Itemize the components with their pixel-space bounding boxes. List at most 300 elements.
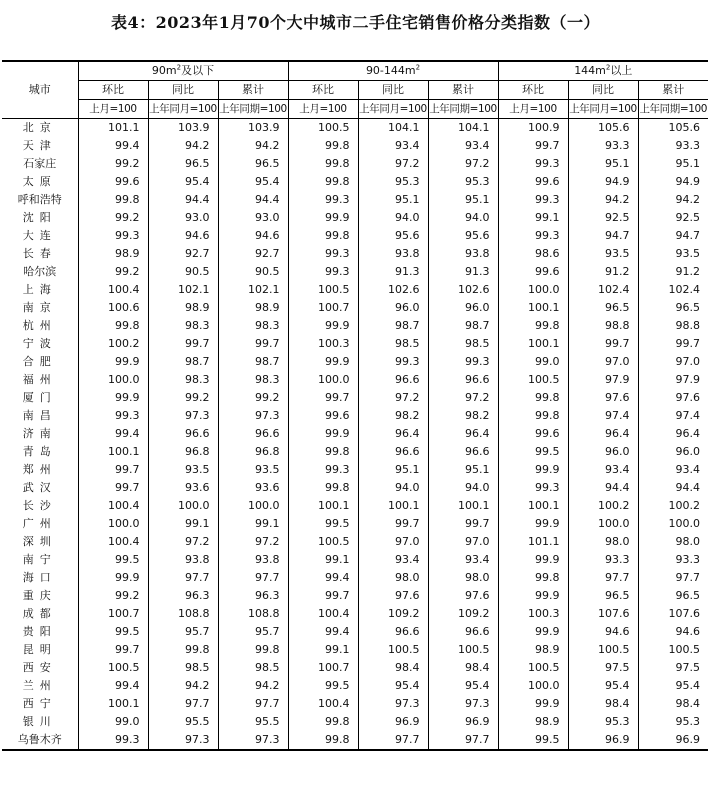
index-value: 100.5 — [288, 533, 358, 551]
index-value: 97.7 — [358, 731, 428, 750]
city-name: 呼和浩特 — [2, 191, 78, 209]
index-value: 96.0 — [428, 299, 498, 317]
index-value: 99.6 — [498, 263, 568, 281]
index-value: 98.0 — [675, 535, 701, 548]
index-value: 94.2 — [148, 137, 218, 155]
index-value: 92.7 — [218, 245, 288, 263]
index-value: 97.3 — [428, 695, 498, 713]
index-value: 99.7 — [428, 515, 498, 533]
table-row — [2, 281, 708, 299]
index-value: 99.9 — [78, 353, 148, 371]
city-name: 长春 — [2, 245, 78, 263]
index-value: 99.9 — [288, 317, 358, 335]
city-name: 天津 — [2, 137, 78, 155]
index-value: 90.5 — [218, 263, 288, 281]
index-value: 95.3 — [568, 713, 638, 731]
index-value: 97.7 — [148, 695, 218, 713]
index-value: 99.2 — [78, 263, 148, 281]
index-value: 102.1 — [218, 281, 288, 299]
index-value: 93.5 — [568, 245, 638, 263]
index-value: 96.4 — [428, 425, 498, 443]
index-value: 96.6 — [428, 443, 498, 461]
city-column-header — [2, 61, 78, 119]
index-value: 95.1 — [358, 191, 428, 209]
index-value: 95.4 — [358, 677, 428, 695]
index-value: 94.0 — [428, 479, 498, 497]
index-value: 98.4 — [675, 697, 701, 710]
index-value: 96.5 — [568, 587, 638, 605]
index-value: 97.3 — [218, 407, 288, 425]
city-name: 南昌 — [2, 407, 78, 425]
index-value: 99.9 — [288, 353, 358, 371]
index-value: 96.4 — [675, 427, 701, 440]
table-row — [2, 659, 708, 677]
index-value: 97.6 — [358, 587, 428, 605]
index-value: 97.0 — [358, 533, 428, 551]
index-value: 99.7 — [288, 389, 358, 407]
index-value: 100.3 — [288, 335, 358, 353]
index-value: 93.4 — [675, 463, 701, 476]
index-value: 102.4 — [668, 283, 701, 296]
index-value: 92.5 — [675, 211, 701, 224]
index-value: 96.5 — [675, 301, 701, 314]
index-value: 99.1 — [218, 515, 288, 533]
index-value: 99.8 — [288, 137, 358, 155]
index-value: 96.5 — [218, 155, 288, 173]
index-value: 99.8 — [288, 227, 358, 245]
index-value: 99.9 — [498, 515, 568, 533]
index-value: 97.5 — [568, 659, 638, 677]
index-value: 100.5 — [668, 643, 701, 656]
index-value: 99.8 — [498, 389, 568, 407]
index-value: 99.8 — [288, 173, 358, 191]
index-value: 96.6 — [148, 425, 218, 443]
table-row — [2, 317, 708, 335]
index-value: 98.3 — [218, 371, 288, 389]
index-value: 100.5 — [358, 641, 428, 659]
index-value: 105.6 — [568, 119, 638, 138]
table-row — [2, 407, 708, 425]
index-value: 99.1 — [148, 515, 218, 533]
index-value: 100.2 — [78, 335, 148, 353]
table-row — [2, 155, 708, 173]
index-value: 103.9 — [148, 119, 218, 138]
table-row — [2, 137, 708, 155]
index-value: 99.9 — [78, 389, 148, 407]
index-value: 99.7 — [675, 337, 701, 350]
index-value: 99.2 — [78, 587, 148, 605]
index-value: 99.3 — [498, 155, 568, 173]
index-value: 101.1 — [498, 533, 568, 551]
index-value: 96.9 — [568, 731, 638, 750]
index-value: 93.0 — [218, 209, 288, 227]
city-name: 深圳 — [2, 533, 78, 551]
index-value: 95.4 — [675, 679, 701, 692]
index-value: 98.4 — [428, 659, 498, 677]
index-value: 97.3 — [218, 731, 288, 750]
index-value: 91.2 — [675, 265, 701, 278]
index-value: 94.2 — [568, 191, 638, 209]
index-value: 96.6 — [428, 371, 498, 389]
index-value: 91.2 — [568, 263, 638, 281]
index-value: 93.8 — [148, 551, 218, 569]
index-value: 94.9 — [568, 173, 638, 191]
table-row — [2, 677, 708, 695]
index-value: 99.8 — [498, 317, 568, 335]
index-value: 99.8 — [498, 407, 568, 425]
index-value: 97.7 — [218, 695, 288, 713]
header-row-groups — [2, 61, 708, 81]
index-value: 98.9 — [78, 245, 148, 263]
index-value: 93.3 — [568, 551, 638, 569]
index-value: 100.1 — [498, 299, 568, 317]
index-value: 99.5 — [78, 551, 148, 569]
header-row-subs — [2, 81, 708, 100]
group-header-90-below: $90m^2$及以下 — [78, 61, 288, 81]
index-value: 98.7 — [428, 317, 498, 335]
city-name: 成都 — [2, 605, 78, 623]
index-value: 97.4 — [675, 409, 701, 422]
city-name: 北京 — [2, 119, 78, 138]
city-name: 西宁 — [2, 695, 78, 713]
index-value: 97.0 — [428, 533, 498, 551]
index-value: 99.7 — [218, 335, 288, 353]
index-value: 93.8 — [358, 245, 428, 263]
index-value: 102.6 — [358, 281, 428, 299]
table-row — [2, 263, 708, 281]
index-value: 95.4 — [148, 173, 218, 191]
index-value: 98.4 — [358, 659, 428, 677]
index-value: 99.9 — [498, 587, 568, 605]
city-name: 南京 — [2, 299, 78, 317]
index-value: 96.9 — [638, 731, 708, 750]
table-row — [2, 461, 708, 479]
index-value: 98.0 — [358, 569, 428, 587]
city-name: 厦门 — [2, 389, 78, 407]
group-header-144-above: $144m^2$以上 — [498, 61, 708, 81]
city-name: 长沙 — [2, 497, 78, 515]
city-name: 广州 — [2, 515, 78, 533]
index-value: 97.9 — [568, 371, 638, 389]
index-value: 100.1 — [78, 443, 148, 461]
index-value: 98.7 — [148, 353, 218, 371]
index-value: 95.1 — [428, 191, 498, 209]
table-row — [2, 425, 708, 443]
index-value: 97.0 — [675, 355, 701, 368]
city-name: 郑州 — [2, 461, 78, 479]
index-value: 92.5 — [568, 209, 638, 227]
index-value: 95.1 — [358, 461, 428, 479]
index-value: 108.8 — [218, 605, 288, 623]
index-value: 94.7 — [675, 229, 701, 242]
city-name: 乌鲁木齐 — [2, 731, 78, 750]
index-value: 99.8 — [218, 641, 288, 659]
index-value: 99.2 — [218, 389, 288, 407]
index-value: 99.4 — [78, 677, 148, 695]
index-value: 96.0 — [358, 299, 428, 317]
index-value: 99.7 — [568, 335, 638, 353]
index-value: 93.8 — [218, 551, 288, 569]
city-name: 大连 — [2, 227, 78, 245]
index-value: 96.3 — [148, 587, 218, 605]
index-value: 99.5 — [288, 515, 358, 533]
index-value: 93.0 — [148, 209, 218, 227]
index-value: 97.2 — [358, 389, 428, 407]
index-value: 99.5 — [498, 731, 568, 750]
index-value: 94.7 — [568, 227, 638, 245]
index-value: 100.1 — [498, 497, 568, 515]
index-value: 99.3 — [78, 731, 148, 750]
index-value: 97.7 — [675, 571, 701, 584]
index-value: 96.8 — [148, 443, 218, 461]
index-value: 100.1 — [428, 497, 498, 515]
index-value: 100.0 — [668, 517, 701, 530]
index-value: 100.0 — [78, 515, 148, 533]
index-value: 98.7 — [218, 353, 288, 371]
index-value: 99.4 — [288, 569, 358, 587]
city-name: 海口 — [2, 569, 78, 587]
index-value: 99.8 — [288, 443, 358, 461]
index-value: 98.2 — [358, 407, 428, 425]
index-value: 96.3 — [218, 587, 288, 605]
city-name: 沈阳 — [2, 209, 78, 227]
index-value: 100.7 — [288, 659, 358, 677]
index-value: 95.5 — [218, 713, 288, 731]
index-value: 99.8 — [288, 731, 358, 750]
index-value: 99.8 — [288, 155, 358, 173]
index-value: 98.0 — [568, 533, 638, 551]
index-value: 108.8 — [148, 605, 218, 623]
table-row — [2, 335, 708, 353]
index-value: 99.3 — [288, 191, 358, 209]
index-value: 100.5 — [428, 641, 498, 659]
table-row — [2, 245, 708, 263]
index-value: 97.2 — [358, 155, 428, 173]
index-value: 96.8 — [218, 443, 288, 461]
base-label-0-0: 上月=100 — [78, 100, 148, 119]
index-value: 98.9 — [148, 299, 218, 317]
index-value: 97.7 — [568, 569, 638, 587]
city-name: 杭州 — [2, 317, 78, 335]
index-value: 100.5 — [498, 371, 568, 389]
city-name: 重庆 — [2, 587, 78, 605]
index-value: 98.5 — [428, 335, 498, 353]
index-value: 99.3 — [498, 191, 568, 209]
index-value: 94.9 — [675, 175, 701, 188]
index-value: 99.7 — [148, 335, 218, 353]
index-value: 95.3 — [675, 715, 701, 728]
index-value: 98.3 — [148, 317, 218, 335]
index-value: 100.5 — [568, 641, 638, 659]
index-value: 100.5 — [78, 659, 148, 677]
index-value: 95.4 — [218, 173, 288, 191]
table-row — [2, 443, 708, 461]
index-value: 95.7 — [148, 623, 218, 641]
base-label-0-2: 上年同期=100 — [218, 100, 288, 119]
index-value: 97.3 — [358, 695, 428, 713]
index-value: 93.4 — [428, 551, 498, 569]
table-row — [2, 497, 708, 515]
index-value: 96.4 — [568, 425, 638, 443]
table-row — [2, 173, 708, 191]
index-value: 93.4 — [568, 461, 638, 479]
city-name: 福州 — [2, 371, 78, 389]
header-row-bases — [2, 100, 708, 119]
index-value: 93.5 — [148, 461, 218, 479]
subheader-2-1: 同比 — [568, 81, 638, 100]
index-value: 107.6 — [668, 607, 701, 620]
index-value: 94.4 — [148, 191, 218, 209]
index-value: 97.7 — [428, 731, 498, 750]
index-value: 93.3 — [675, 553, 701, 566]
index-value: 92.7 — [148, 245, 218, 263]
index-value: 99.8 — [288, 479, 358, 497]
index-value: 97.6 — [675, 391, 701, 404]
index-value: 96.5 — [568, 299, 638, 317]
price-index-table — [2, 60, 708, 751]
index-value: 100.1 — [358, 497, 428, 515]
table-row — [2, 695, 708, 713]
index-value: 100.0 — [218, 497, 288, 515]
index-value: 99.8 — [288, 713, 358, 731]
base-label-2-0: 上月=100 — [498, 100, 568, 119]
index-value: 94.2 — [675, 193, 701, 206]
index-value: 98.9 — [498, 641, 568, 659]
index-value: 102.4 — [568, 281, 638, 299]
index-value: 99.8 — [78, 191, 148, 209]
index-value: 99.9 — [498, 695, 568, 713]
index-value: 94.0 — [358, 209, 428, 227]
base-label-1-0: 上月=100 — [288, 100, 358, 119]
index-value: 96.6 — [358, 371, 428, 389]
city-name: 西安 — [2, 659, 78, 677]
index-value: 99.9 — [78, 569, 148, 587]
index-value: 99.6 — [498, 425, 568, 443]
index-value: 95.1 — [428, 461, 498, 479]
index-value: 93.4 — [358, 551, 428, 569]
index-value: 94.0 — [358, 479, 428, 497]
index-value: 94.6 — [568, 623, 638, 641]
index-value: 98.6 — [498, 245, 568, 263]
base-label-1-1: 上年同月=100 — [358, 100, 428, 119]
index-value: 95.1 — [568, 155, 638, 173]
index-value: 98.3 — [148, 371, 218, 389]
index-value: 93.5 — [675, 247, 701, 260]
subheader-2-2: 累计 — [638, 81, 708, 100]
index-value: 93.6 — [148, 479, 218, 497]
city-name: 青岛 — [2, 443, 78, 461]
index-value: 99.1 — [498, 209, 568, 227]
index-value: 94.0 — [428, 209, 498, 227]
subheader-1-0: 环比 — [288, 81, 358, 100]
index-value: 97.5 — [675, 661, 701, 674]
index-value: 97.3 — [148, 731, 218, 750]
index-value: 95.3 — [428, 173, 498, 191]
index-value: 99.8 — [78, 317, 148, 335]
index-value: 96.6 — [358, 443, 428, 461]
city-name: 昆明 — [2, 641, 78, 659]
index-value: 100.1 — [498, 335, 568, 353]
index-value: 94.2 — [148, 677, 218, 695]
index-value: 96.6 — [218, 425, 288, 443]
index-value: 99.9 — [498, 461, 568, 479]
subheader-0-0: 环比 — [78, 81, 148, 100]
index-value: 96.9 — [358, 713, 428, 731]
index-value: 95.1 — [675, 157, 701, 170]
index-value: 99.6 — [288, 407, 358, 425]
city-header-label: 城市 — [28, 83, 51, 96]
city-name: 兰州 — [2, 677, 78, 695]
table-row — [2, 227, 708, 245]
index-value: 100.5 — [288, 281, 358, 299]
table-row — [2, 533, 708, 551]
index-value: 94.6 — [675, 625, 701, 638]
index-value: 99.4 — [78, 137, 148, 155]
city-name: 哈尔滨 — [2, 263, 78, 281]
index-value: 98.5 — [148, 659, 218, 677]
city-name: 太原 — [2, 173, 78, 191]
index-value: 97.2 — [428, 155, 498, 173]
table-title: 表4：2023年1月70个大中城市二手住宅销售价格分类指数（一） — [110, 13, 601, 32]
index-value: 100.4 — [288, 605, 358, 623]
index-value: 99.0 — [498, 353, 568, 371]
table-row — [2, 551, 708, 569]
city-name: 银川 — [2, 713, 78, 731]
index-value: 104.1 — [428, 119, 498, 138]
index-value: 91.3 — [428, 263, 498, 281]
table-row — [2, 605, 708, 623]
index-value: 99.6 — [78, 173, 148, 191]
index-value: 99.3 — [288, 461, 358, 479]
base-label-1-2: 上年同期=100 — [428, 100, 498, 119]
index-value: 91.3 — [358, 263, 428, 281]
index-value: 93.5 — [218, 461, 288, 479]
index-value: 99.3 — [428, 353, 498, 371]
subheader-2-0: 环比 — [498, 81, 568, 100]
index-value: 94.2 — [218, 677, 288, 695]
city-name: 武汉 — [2, 479, 78, 497]
city-name: 济南 — [2, 425, 78, 443]
index-value: 99.9 — [498, 551, 568, 569]
index-value: 99.9 — [498, 623, 568, 641]
index-value: 100.2 — [668, 499, 701, 512]
index-value: 96.0 — [675, 445, 701, 458]
table-row — [2, 623, 708, 641]
index-value: 100.9 — [498, 119, 568, 138]
index-value: 100.1 — [288, 497, 358, 515]
index-value: 100.0 — [568, 515, 638, 533]
city-name: 宁波 — [2, 335, 78, 353]
index-value: 97.9 — [675, 373, 701, 386]
index-value: 100.7 — [288, 299, 358, 317]
index-value: 109.2 — [358, 605, 428, 623]
index-value: 93.8 — [428, 245, 498, 263]
index-value: 96.0 — [568, 443, 638, 461]
index-value: 98.5 — [218, 659, 288, 677]
index-value: 100.4 — [288, 695, 358, 713]
index-value: 100.0 — [498, 281, 568, 299]
index-value: 107.6 — [568, 605, 638, 623]
index-value: 100.4 — [78, 281, 148, 299]
index-value: 93.3 — [568, 137, 638, 155]
table-row — [2, 353, 708, 371]
index-value: 90.5 — [148, 263, 218, 281]
index-value: 100.1 — [78, 695, 148, 713]
index-value: 98.8 — [568, 317, 638, 335]
subheader-0-2: 累计 — [218, 81, 288, 100]
index-value: 95.5 — [148, 713, 218, 731]
index-value: 99.1 — [288, 641, 358, 659]
